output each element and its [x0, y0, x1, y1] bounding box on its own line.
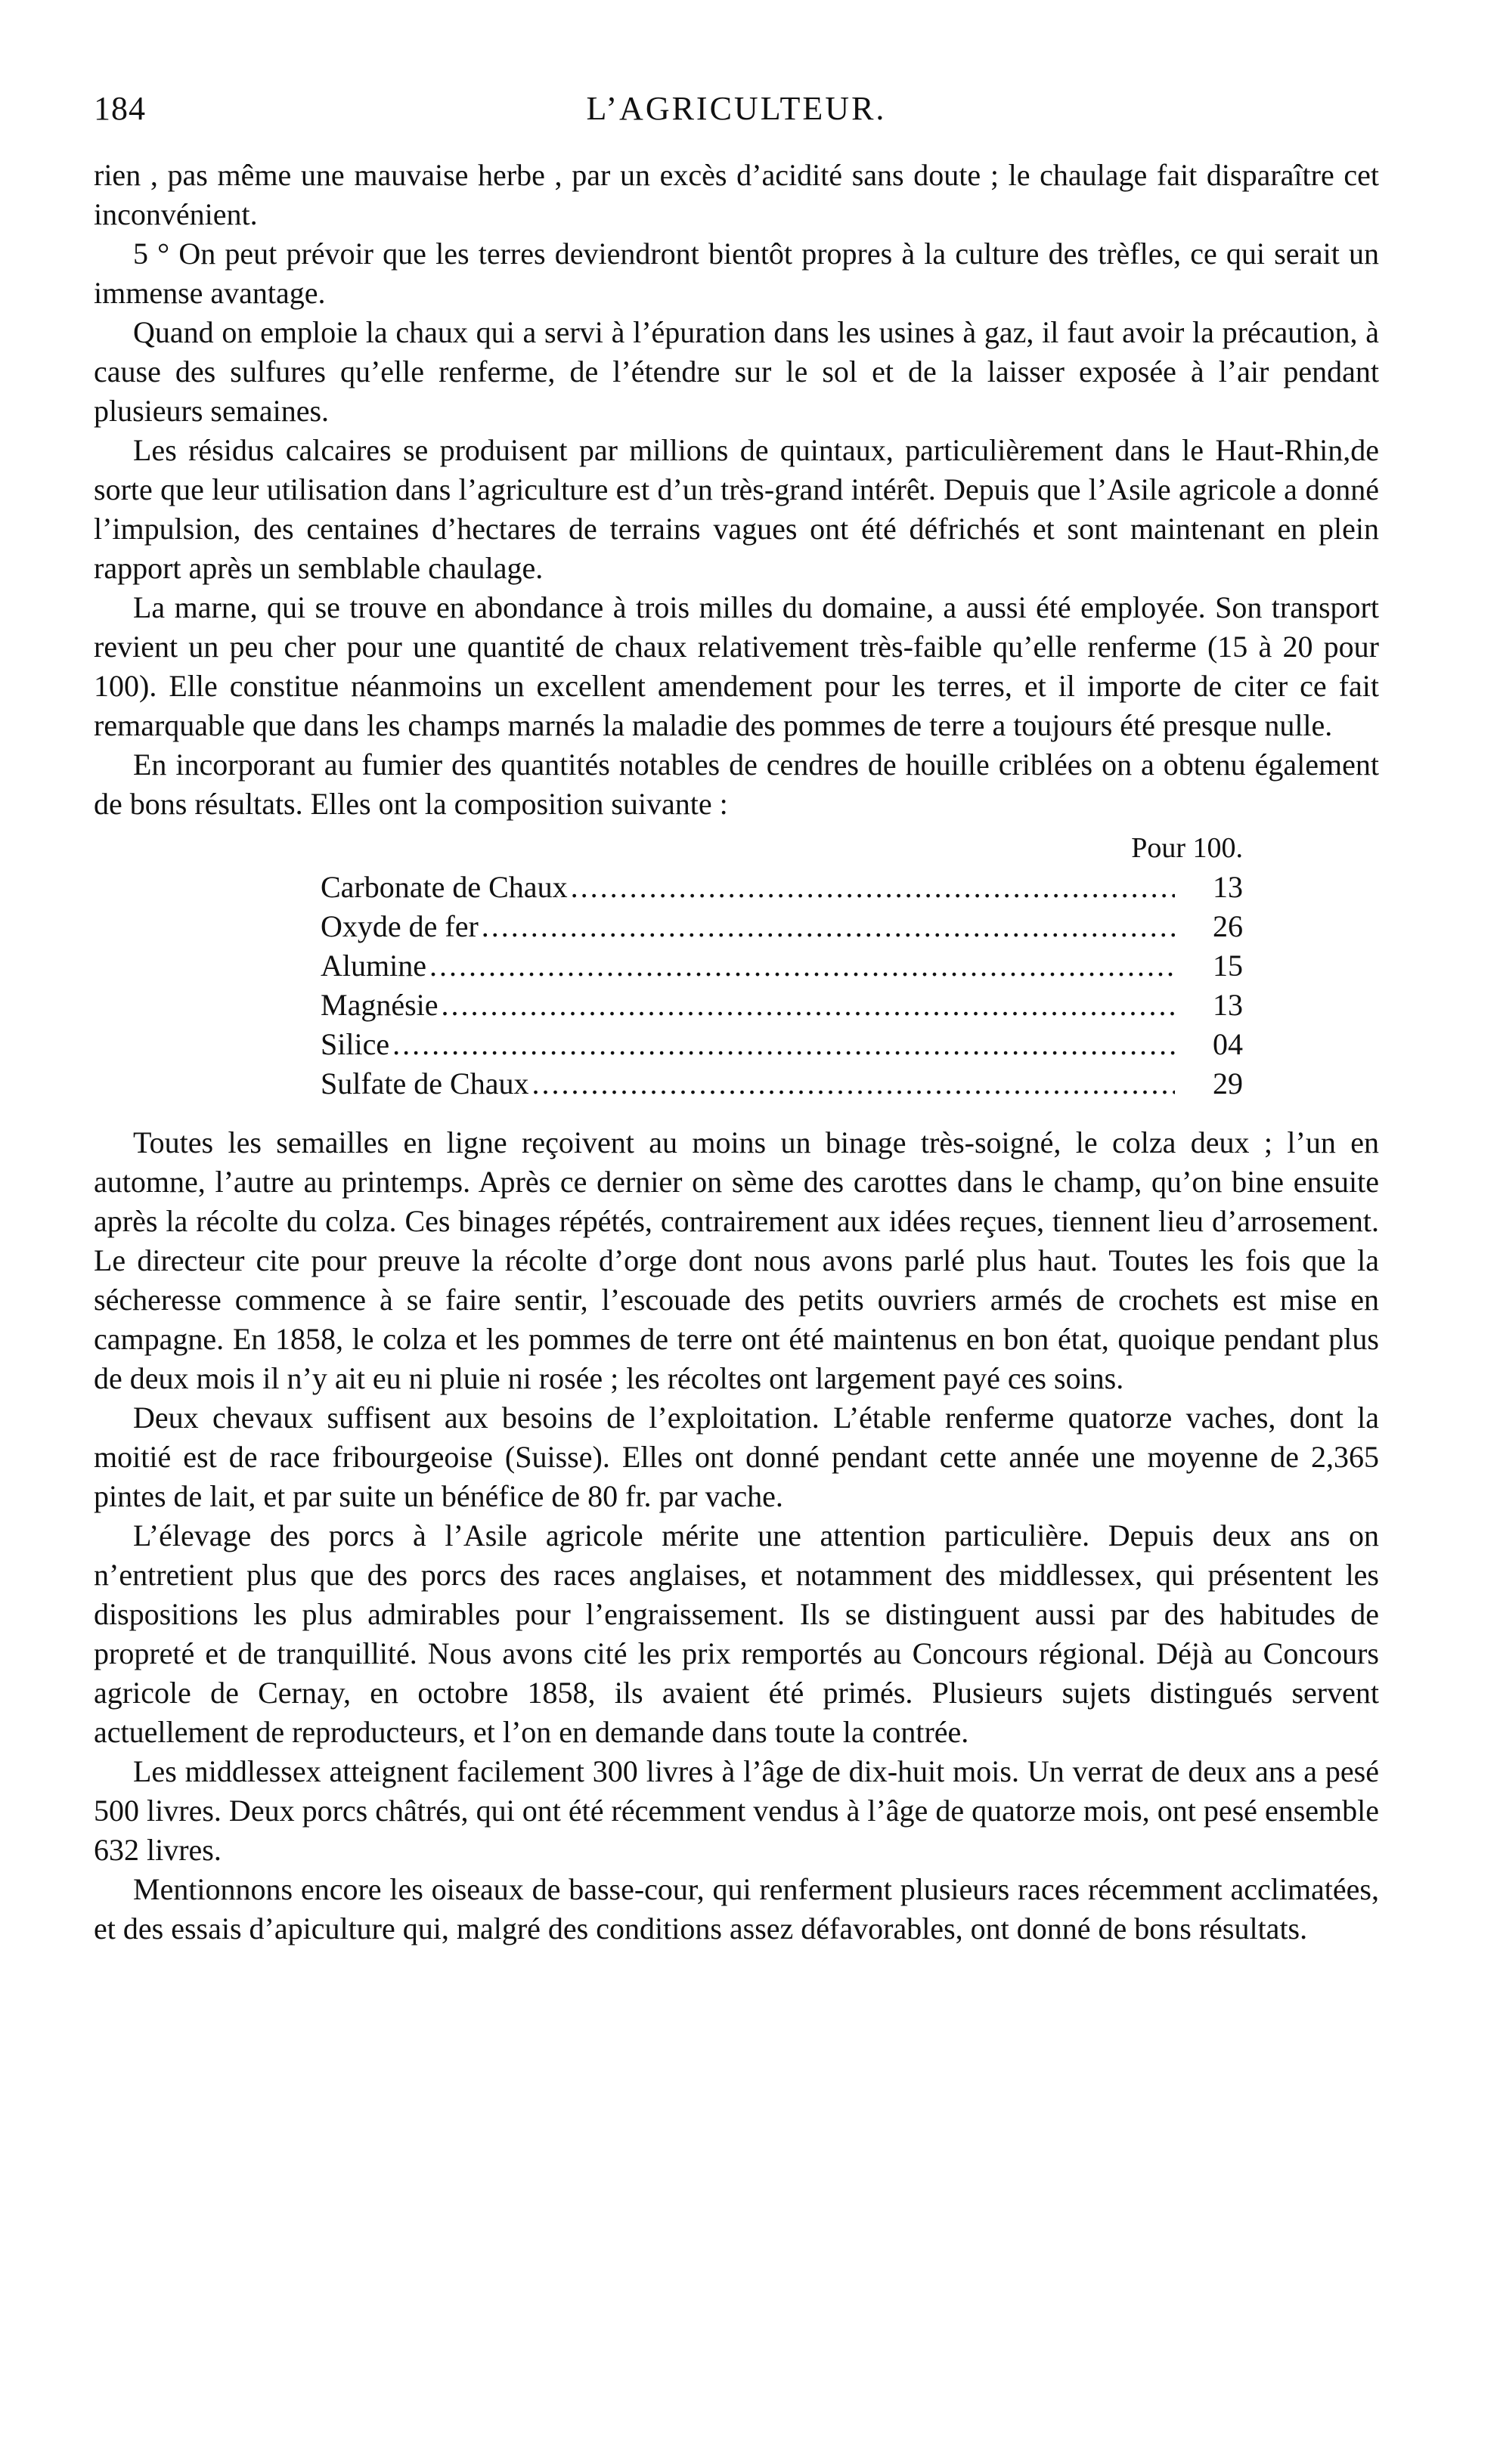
paragraph: L’élevage des porcs à l’Asile agricole mérite une attention particulière. Depuis deux ans on n’entretient plus que des porcs des races anglaises, et notamment des middlessex, qui présentent les dispositions les plus admirables pour l’engraissement. Ils se distinguent aussi par des habitudes de propreté et de tranquillité. Nous avons cité les prix remportés au Concours régional. Déjà au Concours agricole de Cernay, en octobre 1858, ils avaient été primés. Plusieurs sujets distingués servent actuellement de reproducteurs, et l’on en demande dans toute la contrée. [94, 1518, 1379, 1749]
composition-row [321, 986, 1243, 1025]
paragraph: Mentionnons encore les oiseaux de basse-cour, qui renferment plusieurs races récemment acclimatées, et des essais d’apiculture qui, malgré des conditions assez défavorables, ont donné de bons résultats. [94, 1872, 1379, 1946]
paragraph: Toutes les semailles en ligne reçoivent au moins un binage très-soigné, le colza deux ; l’un en automne, l’autre au printemps. Après ce dernier on sème des carottes dans le champ, qu’on bine ensuite après la récolte du colza. Ces binages répétés, contrairement aux idées reçues, tiennent lieu d’arrosement. Le directeur cite pour preuve la récolte d’orge dont nous avons parlé plus haut. Toutes les fois que la sécheresse commence à se faire sentir, l’escouade des petits ouvriers armés de crochets est mise en campagne. En 1858, le colza et les pommes de terre ont été maintenus en bon état, quoique pendant plus de deux mois il n’y ait eu ni pluie ni rosée ; les récoltes ont largement payé ces soins. [94, 1125, 1379, 1395]
paragraph: En incorporant au fumier des quantités notables de cendres de houille criblées on a obtenu également de bons résultats. Elles ont la composition suivante : [94, 748, 1379, 821]
running-head [94, 89, 1379, 141]
paragraph: Quand on emploie la chaux qui a servi à l’épuration dans les usines à gaz, il faut avoir la précaution, à cause des sulfures qu’elle renferme, de l’étendre sur le sol et de la laisser exposée à l’air pendant plusieurs semaines. [94, 315, 1379, 428]
composition-value: 29 [1213, 1066, 1243, 1100]
leader-dots [482, 907, 1175, 946]
composition-row [321, 946, 1243, 986]
composition-value: 26 [1213, 909, 1243, 943]
paragraph: Deux chevaux suffisent aux besoins de l’exploitation. L’étable renferme quatorze vaches, dont la moitié est de race fribourgeoise (Suisse). Elles ont donné pendant cette année une moyenne de 2,365 pintes de lait, et par suite un bénéfice de 80 fr. par vache. [94, 1401, 1379, 1513]
paragraph: rien , pas même une mauvaise herbe , par un excès d’acidité sans doute ; le chaulage fait disparaître cet inconvénient. [94, 158, 1379, 231]
composition-row [321, 1025, 1243, 1064]
composition-name: Silice [321, 1027, 390, 1061]
composition-name: Magnésie [321, 988, 439, 1022]
paragraph: La marne, qui se trouve en abondance à trois milles du domaine, a aussi été employée. Son transport revient un peu cher pour une quantité de chaux relativement très-faible qu’elle renferme (15 à 20 pour 100). Elle constitue néanmoins un excellent amendement pour les terres, et il importe de citer ce fait remarquable que dans les champs marnés la maladie des pommes de terre a toujours été presque nulle. [94, 590, 1379, 742]
composition-row [321, 907, 1243, 946]
composition-table [94, 828, 1243, 1104]
composition-value: 04 [1213, 1027, 1243, 1061]
leader-dots [571, 868, 1175, 907]
paragraph: Les résidus calcaires se produisent par millions de quintaux, particulièrement dans le Haut-Rhin,de sorte que leur utilisation dans l’agriculture est d’un très-grand intérêt. Depuis que l’Asile agricole a donné l’impulsion, des centaines d’hectares de terrains vagues ont été défrichés et sont maintenant en plein rapport après un semblable chaulage. [94, 433, 1379, 585]
composition-row [321, 868, 1243, 907]
page-number: 184 [94, 90, 146, 127]
composition-name: Oxyde de fer [321, 909, 479, 943]
composition-row [321, 1064, 1243, 1104]
book-page [94, 89, 1379, 1949]
composition-value: 15 [1213, 949, 1243, 983]
paragraph: Les middlessex atteignent facilement 300 livres à l’âge de dix-huit mois. Un verrat de deux ans a pesé 500 livres. Deux porcs châtrés, qui ont été récemment vendus à l’âge de quatorze mois, ont pesé ensemble 632 livres. [94, 1754, 1379, 1867]
composition-value: 13 [1213, 870, 1243, 904]
composition-name: Alumine [321, 949, 426, 983]
leader-dots [442, 986, 1175, 1025]
composition-value: 13 [1213, 988, 1243, 1022]
leader-dots [532, 1064, 1176, 1104]
composition-unit-label: Pour 100. [1131, 832, 1243, 864]
body-text [94, 156, 1379, 1949]
paragraph: 5 ° On peut prévoir que les terres deviendront bientôt propres à la culture des trèfles, ce qui serait un immense avantage. [94, 237, 1379, 310]
composition-name: Sulfate de Chaux [321, 1066, 529, 1100]
leader-dots [392, 1025, 1175, 1064]
leader-dots [429, 946, 1175, 986]
running-title: L’AGRICULTEUR. [586, 90, 887, 127]
composition-name: Carbonate de Chaux [321, 870, 568, 904]
